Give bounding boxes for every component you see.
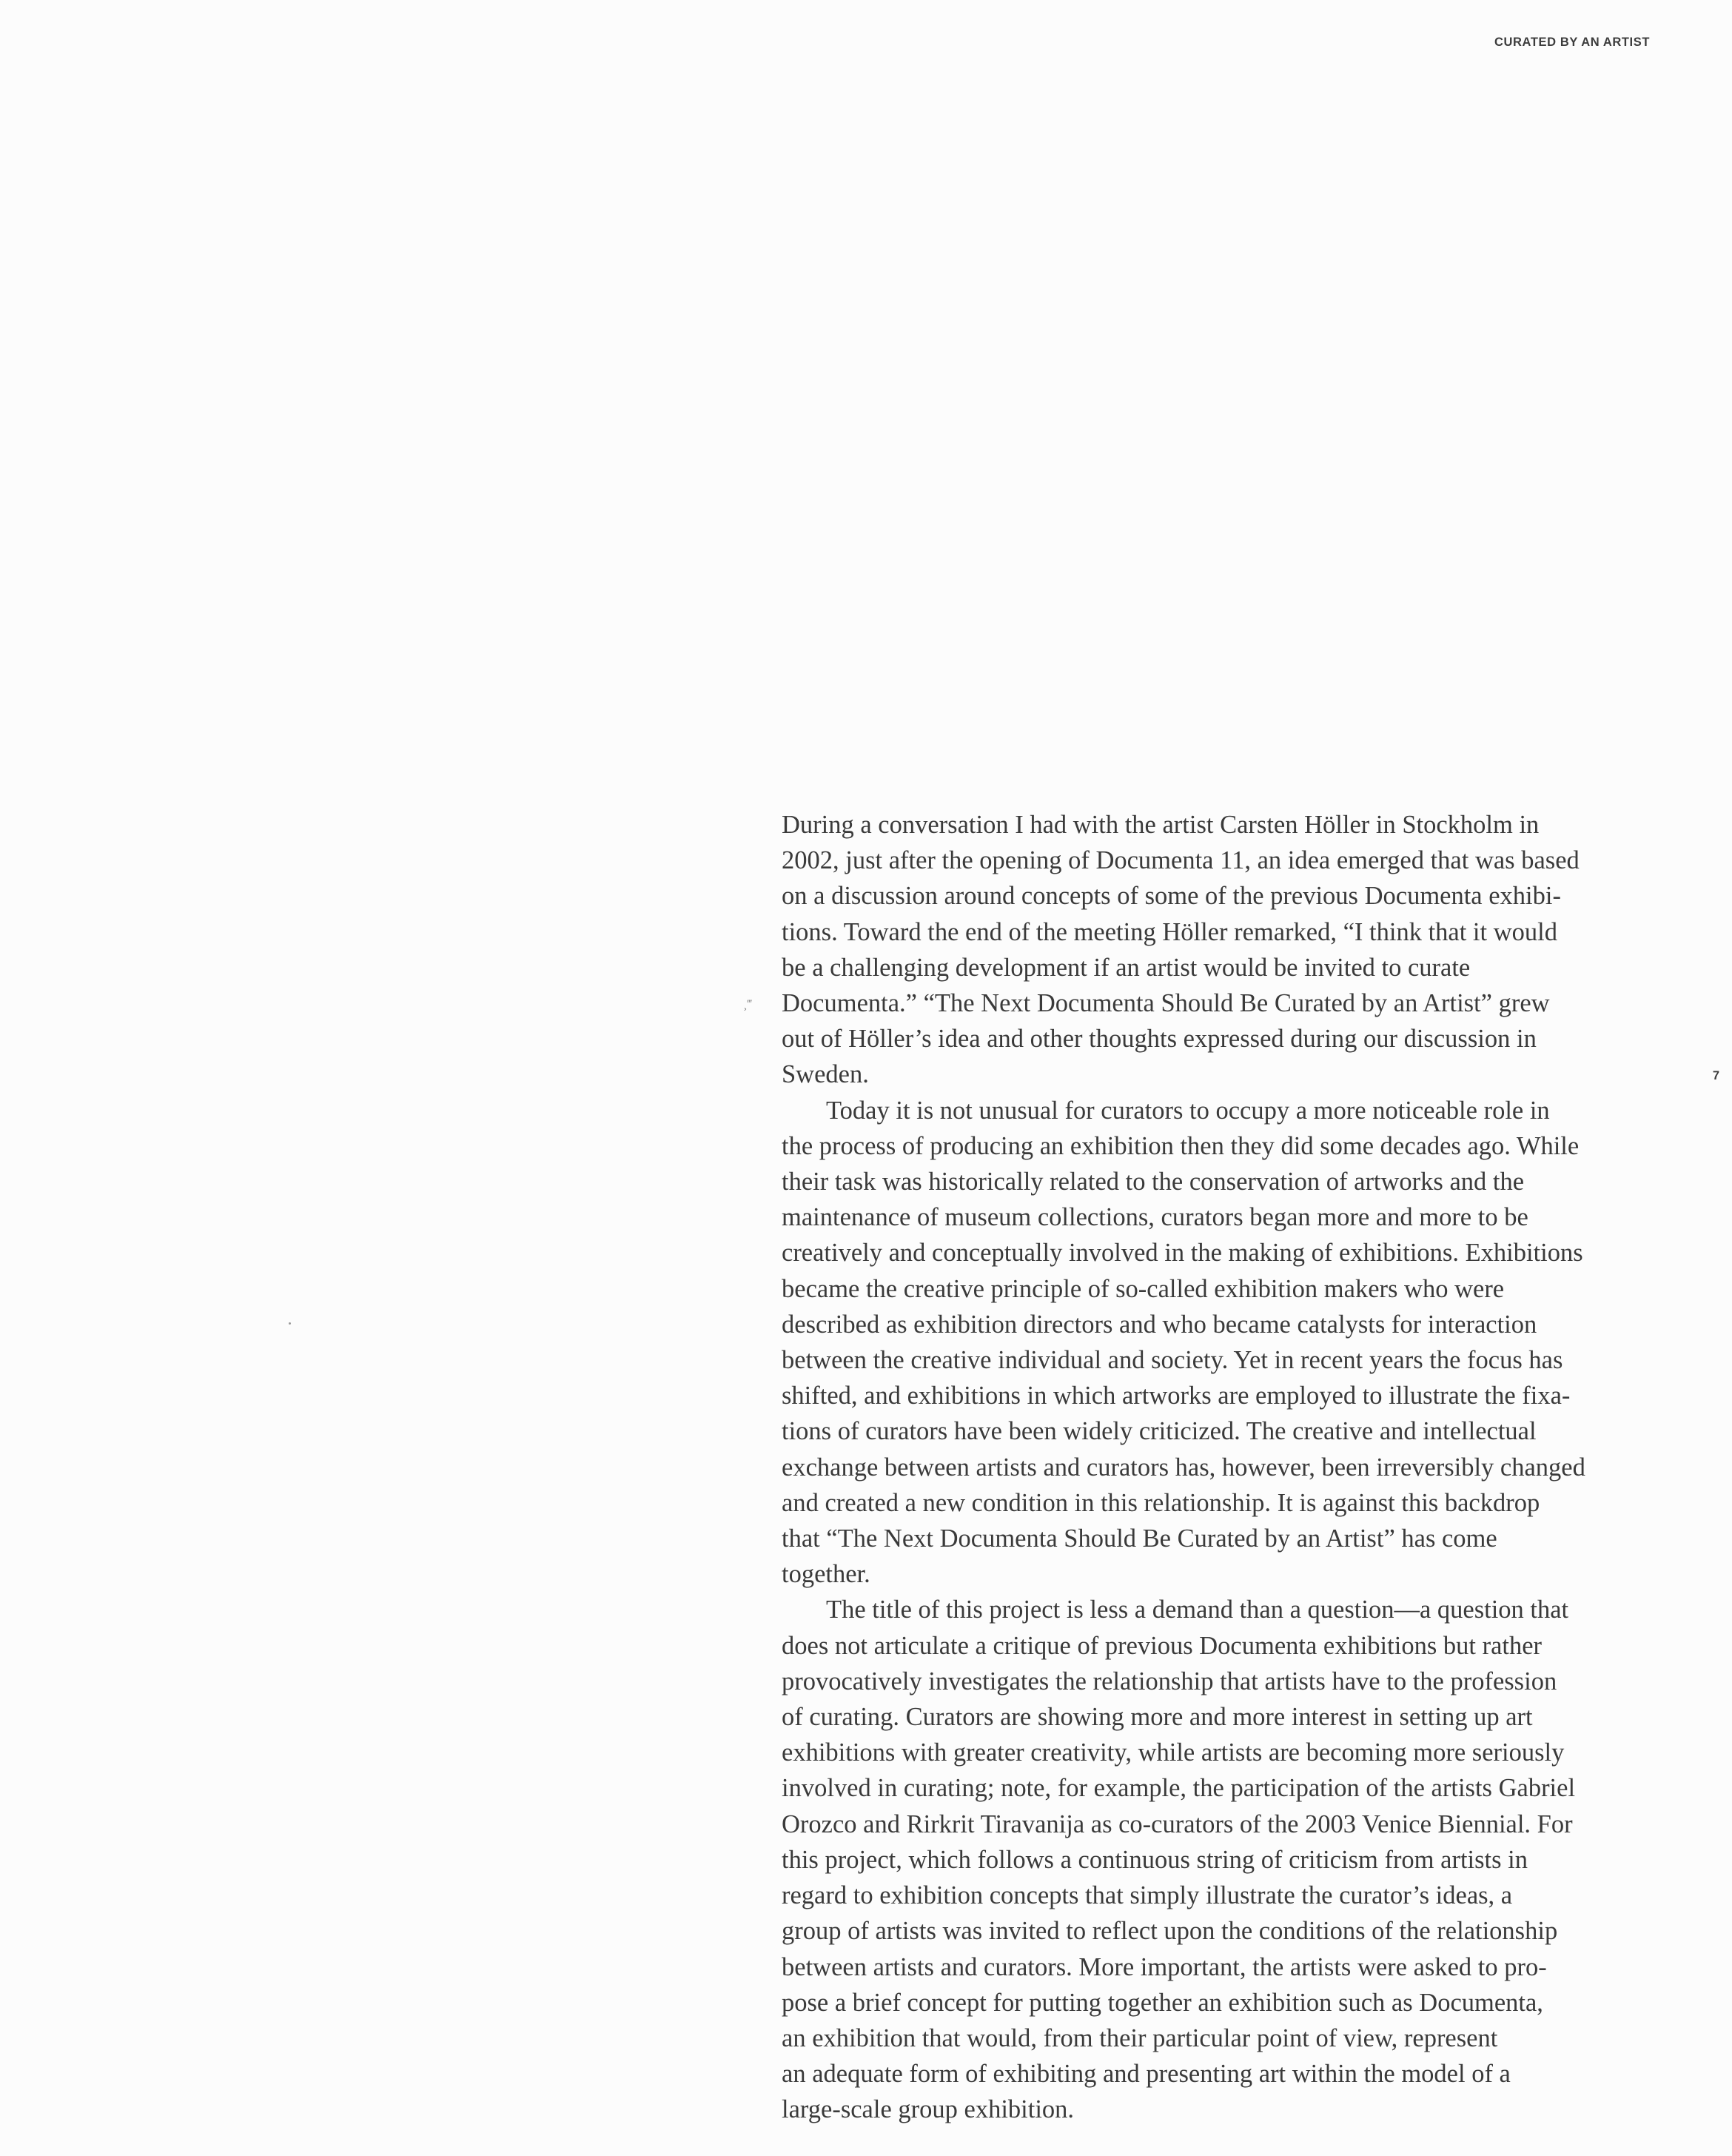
margin-mark: ¸‴: [743, 998, 752, 1011]
text-line: exchange between artists and curators has, however, been irreversibly changed: [782, 1453, 1585, 1482]
text-line: Today it is not unusual for curators to occupy a more noticeable role in: [826, 1096, 1550, 1125]
text-line: large-scale group exhibition.: [782, 2095, 1075, 2124]
text-line: maintenance of museum collections, curators began more and more to be: [782, 1203, 1528, 1232]
text-line: Orozco and Rirkrit Tiravanija as co-curators of the 2003 Venice Biennial. For: [782, 1810, 1573, 1838]
text-line: out of Höller’s idea and other thoughts expressed during our discussion in: [782, 1025, 1537, 1054]
text-line: does not articulate a critique of previous Documenta exhibitions but rather: [782, 1631, 1543, 1660]
text-line: group of artists was invited to reflect upon the conditions of the relationship: [782, 1917, 1558, 1946]
text-line: this project, which follows a continuous string of criticism from artists in: [782, 1845, 1528, 1874]
text-line: tions of curators have been widely criticized. The creative and intellectual: [782, 1417, 1537, 1446]
paragraph-3: [782, 1592, 1658, 2127]
text-line: became the creative principle of so-called exhibition makers who were: [782, 1274, 1505, 1303]
body-text: [782, 807, 1658, 2128]
text-line: The title of this project is less a demand than a question—a question that: [826, 1596, 1569, 1624]
text-line: their task was historically related to the conservation of artworks and the: [782, 1168, 1525, 1196]
text-line: During a conversation I had with the artist Carsten Höller in Stockholm in: [782, 811, 1540, 839]
text-line: be a challenging development if an artist would be invited to curate: [782, 953, 1471, 982]
text-line: pose a brief concept for putting together an exhibition such as Documenta,: [782, 1988, 1543, 2017]
text-line: that “The Next Documenta Should Be Curated by an Artist” has come: [782, 1524, 1497, 1553]
text-line: regard to exhibition concepts that simply illustrate the curator’s ideas, a: [782, 1881, 1513, 1910]
text-line: shifted, and exhibitions in which artworks are employed to illustrate the fixa-: [782, 1382, 1571, 1410]
text-line: Sweden.: [782, 1060, 869, 1089]
text-line: provocatively investigates the relationship that artists have to the profession: [782, 1667, 1557, 1695]
text-line: 2002, just after the opening of Documenta 11, an idea emerged that was based: [782, 846, 1580, 875]
text-line: between the creative individual and society. Yet in recent years the focus has: [782, 1346, 1563, 1375]
text-line: creatively and conceptually involved in the making of exhibitions. Exhibitions: [782, 1239, 1583, 1268]
running-head: CURATED BY AN ARTIST: [1494, 36, 1650, 49]
text-line: an exhibition that would, from their particular point of view, represent: [782, 2023, 1498, 2052]
text-line: exhibitions with greater creativity, while artists are becoming more seriously: [782, 1738, 1565, 1767]
text-line: an adequate form of exhibiting and presenting art within the model of a: [782, 2060, 1511, 2089]
text-line: between artists and curators. More important, the artists were asked to pro-: [782, 1952, 1547, 1981]
text-line: together.: [782, 1560, 870, 1589]
text-line: of curating. Curators are showing more and more interest in setting up art: [782, 1703, 1533, 1732]
paragraph-1: [782, 807, 1658, 1093]
text-line: Documenta.” “The Next Documenta Should Be Curated by an Artist” grew: [782, 989, 1550, 1018]
text-line: involved in curating; note, for example, the participation of the artists Gabriel: [782, 1774, 1576, 1803]
text-line: tions. Toward the end of the meeting Höller remarked, “I think that it would: [782, 917, 1557, 946]
paragraph-2: [782, 1093, 1658, 1593]
text-line: on a discussion around concepts of some of the previous Documenta exhibi-: [782, 882, 1561, 911]
text-line: and created a new condition in this relationship. It is against this backdrop: [782, 1488, 1540, 1517]
text-line: the process of producing an exhibition then they did some decades ago. While: [782, 1131, 1580, 1160]
page-number: 7: [1712, 1069, 1719, 1082]
text-line: described as exhibition directors and who became catalysts for interaction: [782, 1310, 1537, 1339]
margin-dot: [289, 1322, 291, 1325]
